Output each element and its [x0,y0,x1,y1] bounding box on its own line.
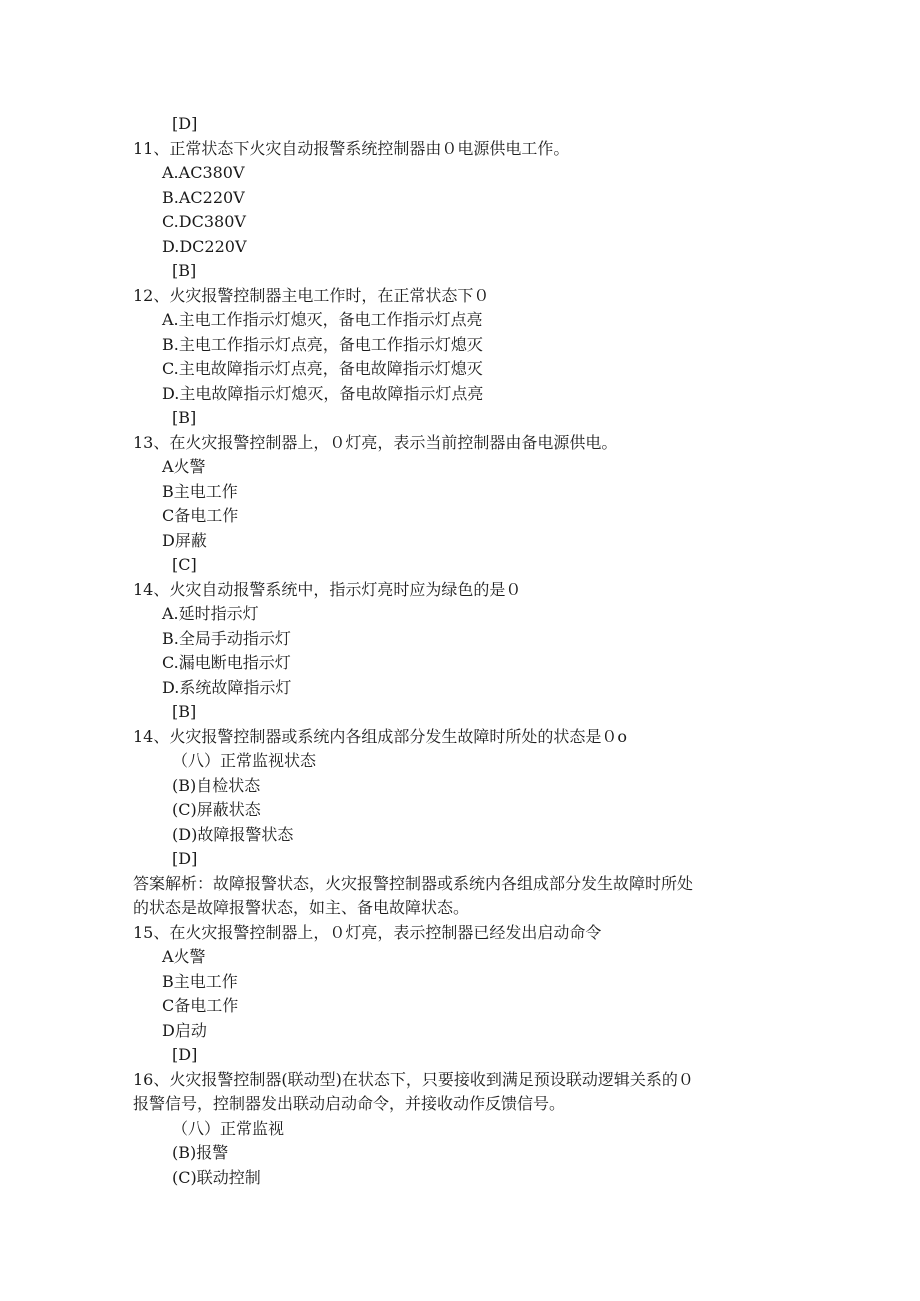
q14a-option-d: D.系统故障指示灯 [162,678,292,697]
q12-option-b: B.主电工作指示灯点亮，备电工作指示灯熄灭 [162,335,483,354]
q13-option-d: D屏蔽 [162,531,207,550]
question-14b: 14、火灾报警控制器或系统内各组成部分发生故障时所处的状态是０o [133,727,627,746]
q12-option-c: C.主电故障指示灯点亮，备电故障指示灯熄灭 [162,359,483,378]
q14b-option-a: （八）正常监视状态 [172,751,317,770]
q13-option-a: A火警 [162,457,206,476]
question-15: 15、在火灾报警控制器上，０灯亮，表示控制器已经发出启动命令 [133,923,602,942]
answer-q15: [D] [172,1045,198,1064]
q12-option-d: D.主电故障指示灯熄灭，备电故障指示灯点亮 [162,384,484,403]
q13-option-c: C备电工作 [162,506,239,525]
question-11: 11、正常状态下火灾自动报警系统控制器由０电源供电工作。 [133,139,570,158]
q14a-option-b: B.全局手动指示灯 [162,629,291,648]
q14a-option-c: C.漏电断电指示灯 [162,653,291,672]
q11-option-a: A.AC380V [162,163,245,182]
answer-q14a: [B] [172,702,197,721]
answer-q12: [B] [172,408,197,427]
q16-option-b: (B)报警 [172,1143,229,1162]
question-12: 12、火灾报警控制器主电工作时，在正常状态下０ [133,286,490,305]
q11-option-d: D.DC220V [162,237,247,256]
q14b-option-b: (B)自检状态 [172,776,261,795]
explanation-line-2: 的状态是故障报警状态，如主、备电故障状态。 [133,898,470,917]
q13-option-b: B主电工作 [162,482,238,501]
answer-q13: [C] [172,555,197,574]
q15-option-a: A火警 [162,947,206,966]
q15-option-b: B主电工作 [162,972,238,991]
answer-q10: [D] [172,114,198,133]
question-13: 13、在火灾报警控制器上，０灯亮，表示当前控制器由备电源供电。 [133,433,618,452]
explanation-line-1: 答案解析：故障报警状态，火灾报警控制器或系统内各组成部分发生故障时所处 [133,874,694,893]
q11-option-b: B.AC220V [162,188,245,207]
q14a-option-a: A.延时指示灯 [162,604,259,623]
question-16-line-1: 16、火灾报警控制器(联动型)在状态下，只要接收到满足预设联动逻辑关系的０ [133,1070,694,1089]
q16-option-c: (C)联动控制 [172,1168,261,1187]
answer-q14b: [D] [172,849,198,868]
q12-option-a: A.主电工作指示灯熄灭，备电工作指示灯点亮 [162,310,483,329]
question-14a: 14、火灾自动报警系统中，指示灯亮时应为绿色的是０ [133,580,522,599]
q14b-option-c: (C)屏蔽状态 [172,800,261,819]
answer-q11: [B] [172,261,197,280]
question-16-line-2: 报警信号，控制器发出联动启动命令，并接收动作反馈信号。 [133,1094,566,1113]
q16-option-a: （八）正常监视 [172,1119,285,1138]
q15-option-c: C备电工作 [162,996,239,1015]
q14b-option-d: (D)故障报警状态 [172,825,294,844]
q11-option-c: C.DC380V [162,212,246,231]
q15-option-d: D启动 [162,1021,207,1040]
